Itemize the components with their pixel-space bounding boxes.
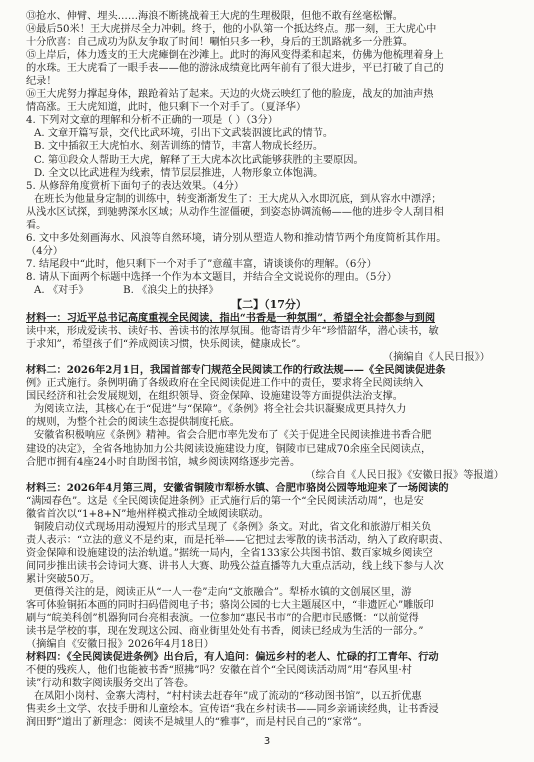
paragraph-15: ⑮上岸后，体力透支的王大虎瘫倒在沙滩上。此时的海风变得柔和起来，仿佛为他梳理着身上 <box>26 50 444 62</box>
section-heading: 【二】（17分） <box>231 298 307 312</box>
material-3-line: 间同步推出读书会诗词大赛、讲书人大赛、助残公益直播等九大重点活动，线上线下参与人次 <box>26 560 444 572</box>
paragraph-15-cont: 的水珠。王大虎看了一眼手表——他的游泳成绩竟比两年前有了很大进步，平已打破了自己的 <box>26 63 444 75</box>
question-4: 4. 下列对文章的理解和分析不正确的一项是（ ）（3分） <box>26 115 278 127</box>
material-4-line: 售卖乡土文学、农技手册和儿童绘本。宣传语“我在乡村读书——同乡亲诵读经典，让书香浸 <box>26 704 439 716</box>
question-6: 6. 文中多处刻画海水、风浪等自然环境，请分别从塑造人物和推动情节两个角度简析其作用。 <box>26 232 447 244</box>
material-2-line: 合肥市拥有4座24小时自助图书馆，城乡阅读网络逐步完善。 <box>26 456 301 468</box>
material-1-line: 于求知”，希望孩子们“养成阅读习惯，快乐阅读，健康成长”。 <box>26 339 307 351</box>
question-5-quote-end: 看。 <box>26 219 47 231</box>
option-d: D. 全文以比武进程为线索，情节层层推进，人物形象立体饱满。 <box>34 167 324 179</box>
paragraph-15-end: 纪录！ <box>26 76 57 88</box>
material-4-line: 材料四：《全民阅读促进条例》出台后，有人追问：偏远乡村的老人、忙碌的打工青年、行动 <box>26 651 439 664</box>
material-4-line: 不便的残疾人，他们也能被书香“照拂”吗？安徽在首个“全民阅读活动周”用“春风里·村 <box>26 665 412 677</box>
question-5-quote: 在班长为他量身定制的训练中，转变渐渐发生了：王大虎从入水即沉底，到从容水中漂浮； <box>34 193 442 205</box>
material-3-line: 客可体验铜拓本画的同时扫码借阅电子书；骆岗公园的七大主题展区中，“非遗匠心”雕版印 <box>26 600 434 612</box>
story-ending <box>26 10 512 114</box>
material-3-line: 材料三：2026年4月第三周，安徽省铜陵市犁桥水镇、合肥市骆岗公园等地迎来了一场阅读的 <box>26 481 449 494</box>
material-4 <box>26 651 512 729</box>
paragraph-14: ⑭最后50米！王大虎拼尽全力冲刺。终于，他的小队第一个抵达终点。那一刻，王大虎心中 <box>26 24 437 36</box>
page-content <box>26 10 512 730</box>
option-a: A. 文章开篇写景，交代比武环境，引出下文武装泅渡比武的情节。 <box>34 128 334 140</box>
material-2-line: 例》正式施行。条例明确了各级政府在全民阅读促进工作中的责任，要求将全民阅读纳入 <box>26 378 424 390</box>
page-number: 3 <box>263 736 271 747</box>
material-1-source: （摘编自《人民日报》） <box>383 352 490 364</box>
material-2 <box>26 364 512 481</box>
title-options <box>26 284 512 297</box>
material-3 <box>26 482 512 652</box>
option-c: C. 第⑪段众人帮助王大虎，解释了王大虎本次比武能够获胜的主要原因。 <box>34 154 364 166</box>
material-3-line: 累计突破50万。 <box>26 573 101 585</box>
material-2-line: 为阅读立法，其核心在于“促进”与“保障”。《条例》将全社会共识凝聚成更具持久力 <box>34 404 407 416</box>
paragraph-16: ⑯王大虎努力撑起身体，踉跄着站了起来。天边的火烧云映红了他的脸庞，战友的加油声热 <box>26 89 434 101</box>
material-1-line: 读中来，形成爱读书、读好书、善读书的浓厚氛围。他寄语青少年“珍惜韶华，潜心读书，敏 <box>26 326 439 338</box>
material-4-line: 读”行动和数字阅读服务交出了答卷。 <box>26 678 195 690</box>
paragraph-16-end: 情高涨。王大虎知道，此时，他只剩下一个对手了。（夏泽华） <box>26 102 307 114</box>
material-2-line: 建设的决定》，全省各地协加力公共阅读设施建设力度，铜陵市已建成70余座全民阅读点， <box>26 443 432 455</box>
material-3-line: 徽省首次以“1+8+N”地州样模式推动全域阅读联动。 <box>26 508 269 520</box>
material-2-line: 国民经济和社会发展规划，在组织领导、资金保障、设施建设等方面提供法治支撑。 <box>26 391 403 403</box>
paragraph-14-cont: 十分欣喜：自己成功为队友争取了时间！唰怕只多一秒，身后的王凯路就多一分胜算。 <box>26 37 414 49</box>
material-3-line: 铜陵启动仪式现场用动漫短片的形式呈现了《条例》条文。对此，省文化和旅游厅相关负 <box>34 521 432 533</box>
material-2-line: 材料二：2026年2月1日，我国首部专门规范全民阅读工作的行政法规——《全民阅读促进条 <box>26 364 446 377</box>
material-3-line: 刷与“皖美科创”机器狗同台亮相表演。一位参加“惠民书市”的合肥市民感慨：“以前觉得 <box>26 613 419 625</box>
title-option-a: A. 《对手》 <box>34 284 89 296</box>
material-2-line: 的规则，为整个社会的阅读生态提供制度托底。 <box>26 417 240 429</box>
material-3-line: 更值得关注的是，阅读正从“一人一卷”走向“文旅融合”。犁桥水镇的文创展区里，游 <box>34 587 412 599</box>
material-3-line: “满园春色”。这是《全民阅读促进条例》正式施行后的第一个“全民阅读活动周”，也是安 <box>26 495 424 507</box>
material-4-line: 在凤阳小岗村、金寨大湾村，“村村读去赶春年”成了流动的“移动图书馆”，以五折优惠 <box>34 691 422 703</box>
question-block <box>26 114 512 297</box>
question-6-points: （4分） <box>26 245 64 257</box>
material-3-line: 读书是学校的事，现在发现这公园、商业街里处处有书香，阅读已经成为生活的一部分。” <box>26 626 424 638</box>
paragraph-13: ⑬抢水、伸臂、埋头……海浪不断挑战着王大虎的生理极限，但他不敢有丝毫松懈。 <box>26 11 403 22</box>
material-4-line: 润田野”道出了新理念：阅读不是城里人的“雅事”，而是村民自己的“家常”。 <box>26 717 368 729</box>
question-5: 5. 从修辞角度赏析下面句子的表达效果。（4分） <box>26 180 245 192</box>
material-2-line: 安徽省积极响应《条例》精神。省会合肥市率先发布了《关于促进全民阅读推进书香合肥 <box>34 430 432 442</box>
material-1-line: 材料一：习近平总书记高度重视全民阅读，指出“书香是一种氛围”，希望全社会都参与到阅 <box>26 312 436 325</box>
question-8: 8. 请从下面两个标题中选择一个作为本文题目，并结合全文说说你的理由。（5分） <box>26 271 397 283</box>
question-7: 7. 结尾段中“此时，他只剩下一个对手了”意蕴丰富，请谈谈你的理解。（6分） <box>26 258 377 270</box>
material-2-source: （综合自《人民日报》《安徽日报》等报道） <box>305 469 504 481</box>
material-3-line: 责人表示：“立法的意义不是约束，而是托举——它把过去零散的读书活动，纳入了政府职责、 <box>26 534 449 546</box>
material-3-source: （摘编自《安徽日报》2026年4月18日） <box>26 639 214 651</box>
option-b: B. 文中插叙王大虎怕水、刻苦训练的情节，丰富人物成长经历。 <box>34 141 324 153</box>
material-3-line: 资金保障和设施建设的法治轨道。”据统一局内，全省133家公共图书馆、数百家城乡阅读空 <box>26 547 433 559</box>
material-1 <box>26 312 512 364</box>
title-option-b: B. 《浪尖上的抉择》 <box>123 284 219 296</box>
question-5-quote-cont: 从浅水区试探，到驰骋深水区域；从动作生涩僵硬，到姿态协调流畅——他的进步令人刮目相 <box>26 206 444 218</box>
